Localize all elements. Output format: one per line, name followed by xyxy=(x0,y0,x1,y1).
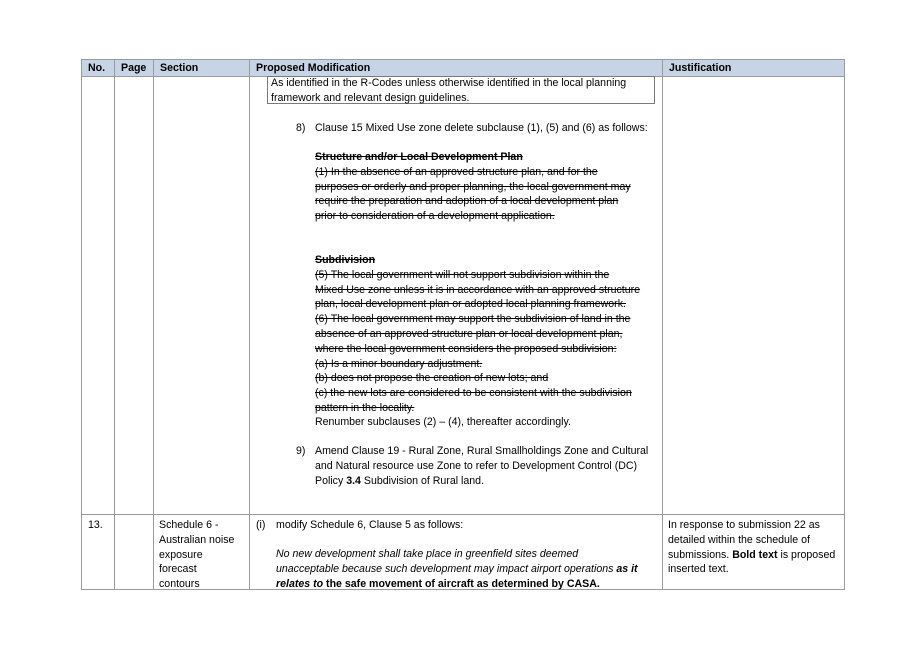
header-proposed: Proposed Modification xyxy=(256,62,371,74)
col-divider xyxy=(114,60,115,589)
text-line: Policy 3.4 Subdivision of Rural land. xyxy=(315,474,485,487)
text-line: As identified in the R-Codes unless otherwise identified in the local planning xyxy=(271,77,627,89)
text-line: (a) Is a minor boundary adjustment. xyxy=(315,357,483,370)
text-line: prior to consideration of a development application. xyxy=(315,210,555,223)
modification-table xyxy=(81,59,845,590)
text-line: (1) In the absence of an approved structure plan, and for the xyxy=(315,165,598,178)
header-page: Page xyxy=(121,62,147,74)
text-line: (b) does not propose the creation of new lots; and xyxy=(315,372,549,385)
section-cell xyxy=(159,518,234,592)
text-line: Schedule 6 - xyxy=(159,519,219,531)
text-line: In response to submission 22 as xyxy=(668,519,820,531)
text-line: require the preparation and adoption of a local development plan xyxy=(315,195,619,208)
item-8-number: 8) xyxy=(296,122,306,134)
struck-subdivision-block xyxy=(315,253,640,416)
text-line: forecast xyxy=(159,563,197,576)
text-line: absence of an approved structure plan or local development plan, xyxy=(315,327,623,340)
item-9-text xyxy=(315,444,648,488)
boxed-text-lines xyxy=(271,76,626,106)
text-line: relates to the safe movement of aircraft as determined by CASA. xyxy=(276,577,600,590)
structure-heading: Structure and/or Local Development Plan xyxy=(315,151,523,163)
header-no: No. xyxy=(88,62,106,74)
text-line: framework and relevant design guidelines. xyxy=(271,91,470,104)
text-line: and Natural resource use Zone to refer to Development Control (DC) xyxy=(315,459,638,472)
item-i-number: (i) xyxy=(256,519,266,531)
text-line: No new development shall take place in greenfield sites deemed xyxy=(276,548,579,560)
item-9-number: 9) xyxy=(296,445,306,457)
text-line: Amend Clause 19 - Rural Zone, Rural Smallholdings Zone and Cultural xyxy=(315,445,649,457)
text-line: inserted text. xyxy=(668,563,729,576)
text-line: (c) the new lots are considered to be consistent with the subdivision xyxy=(315,387,632,400)
text-line: (5) The local government will not support subdivision within the xyxy=(315,268,610,281)
text-line: plan, local development plan or adopted local planning framework. xyxy=(315,298,626,311)
header-justification: Justification xyxy=(669,62,732,74)
text-line: pattern in the locality. xyxy=(315,401,415,414)
col-divider xyxy=(662,60,663,589)
text-line: submissions. Bold text is proposed xyxy=(668,548,836,561)
subdivision-heading: Subdivision xyxy=(315,254,376,266)
text-line: detailed within the schedule of xyxy=(668,533,810,546)
text-line: unacceptable because such development may impact airport operations as it xyxy=(276,562,638,575)
text-line: purposes or orderly and proper planning, the local government may xyxy=(315,180,631,193)
renumber-text: Renumber subclauses (2) – (4), thereafter accordingly. xyxy=(315,416,571,428)
schedule-clause-text xyxy=(276,547,638,591)
text-line: exposure xyxy=(159,548,203,561)
row-divider xyxy=(82,514,844,515)
text-line: contours xyxy=(159,578,200,591)
item-8-text: Clause 15 Mixed Use zone delete subclause (1), (5) and (6) as follows: xyxy=(315,122,648,134)
header-section: Section xyxy=(160,62,199,74)
text-line: Mixed Use zone unless it is in accordance with an approved structure xyxy=(315,283,641,296)
table-header xyxy=(82,60,844,77)
item-i-text: modify Schedule 6, Clause 5 as follows: xyxy=(276,519,464,531)
row-number: 13. xyxy=(88,519,103,531)
col-divider xyxy=(153,60,154,589)
justification-cell xyxy=(668,518,835,577)
col-divider xyxy=(249,60,250,589)
text-line: (6) The local government may support the subdivision of land in the xyxy=(315,313,631,326)
text-line: Australian noise xyxy=(159,533,235,546)
text-line: where the local government considers the proposed subdivision: xyxy=(315,342,617,355)
struck-structure-block xyxy=(315,150,631,224)
